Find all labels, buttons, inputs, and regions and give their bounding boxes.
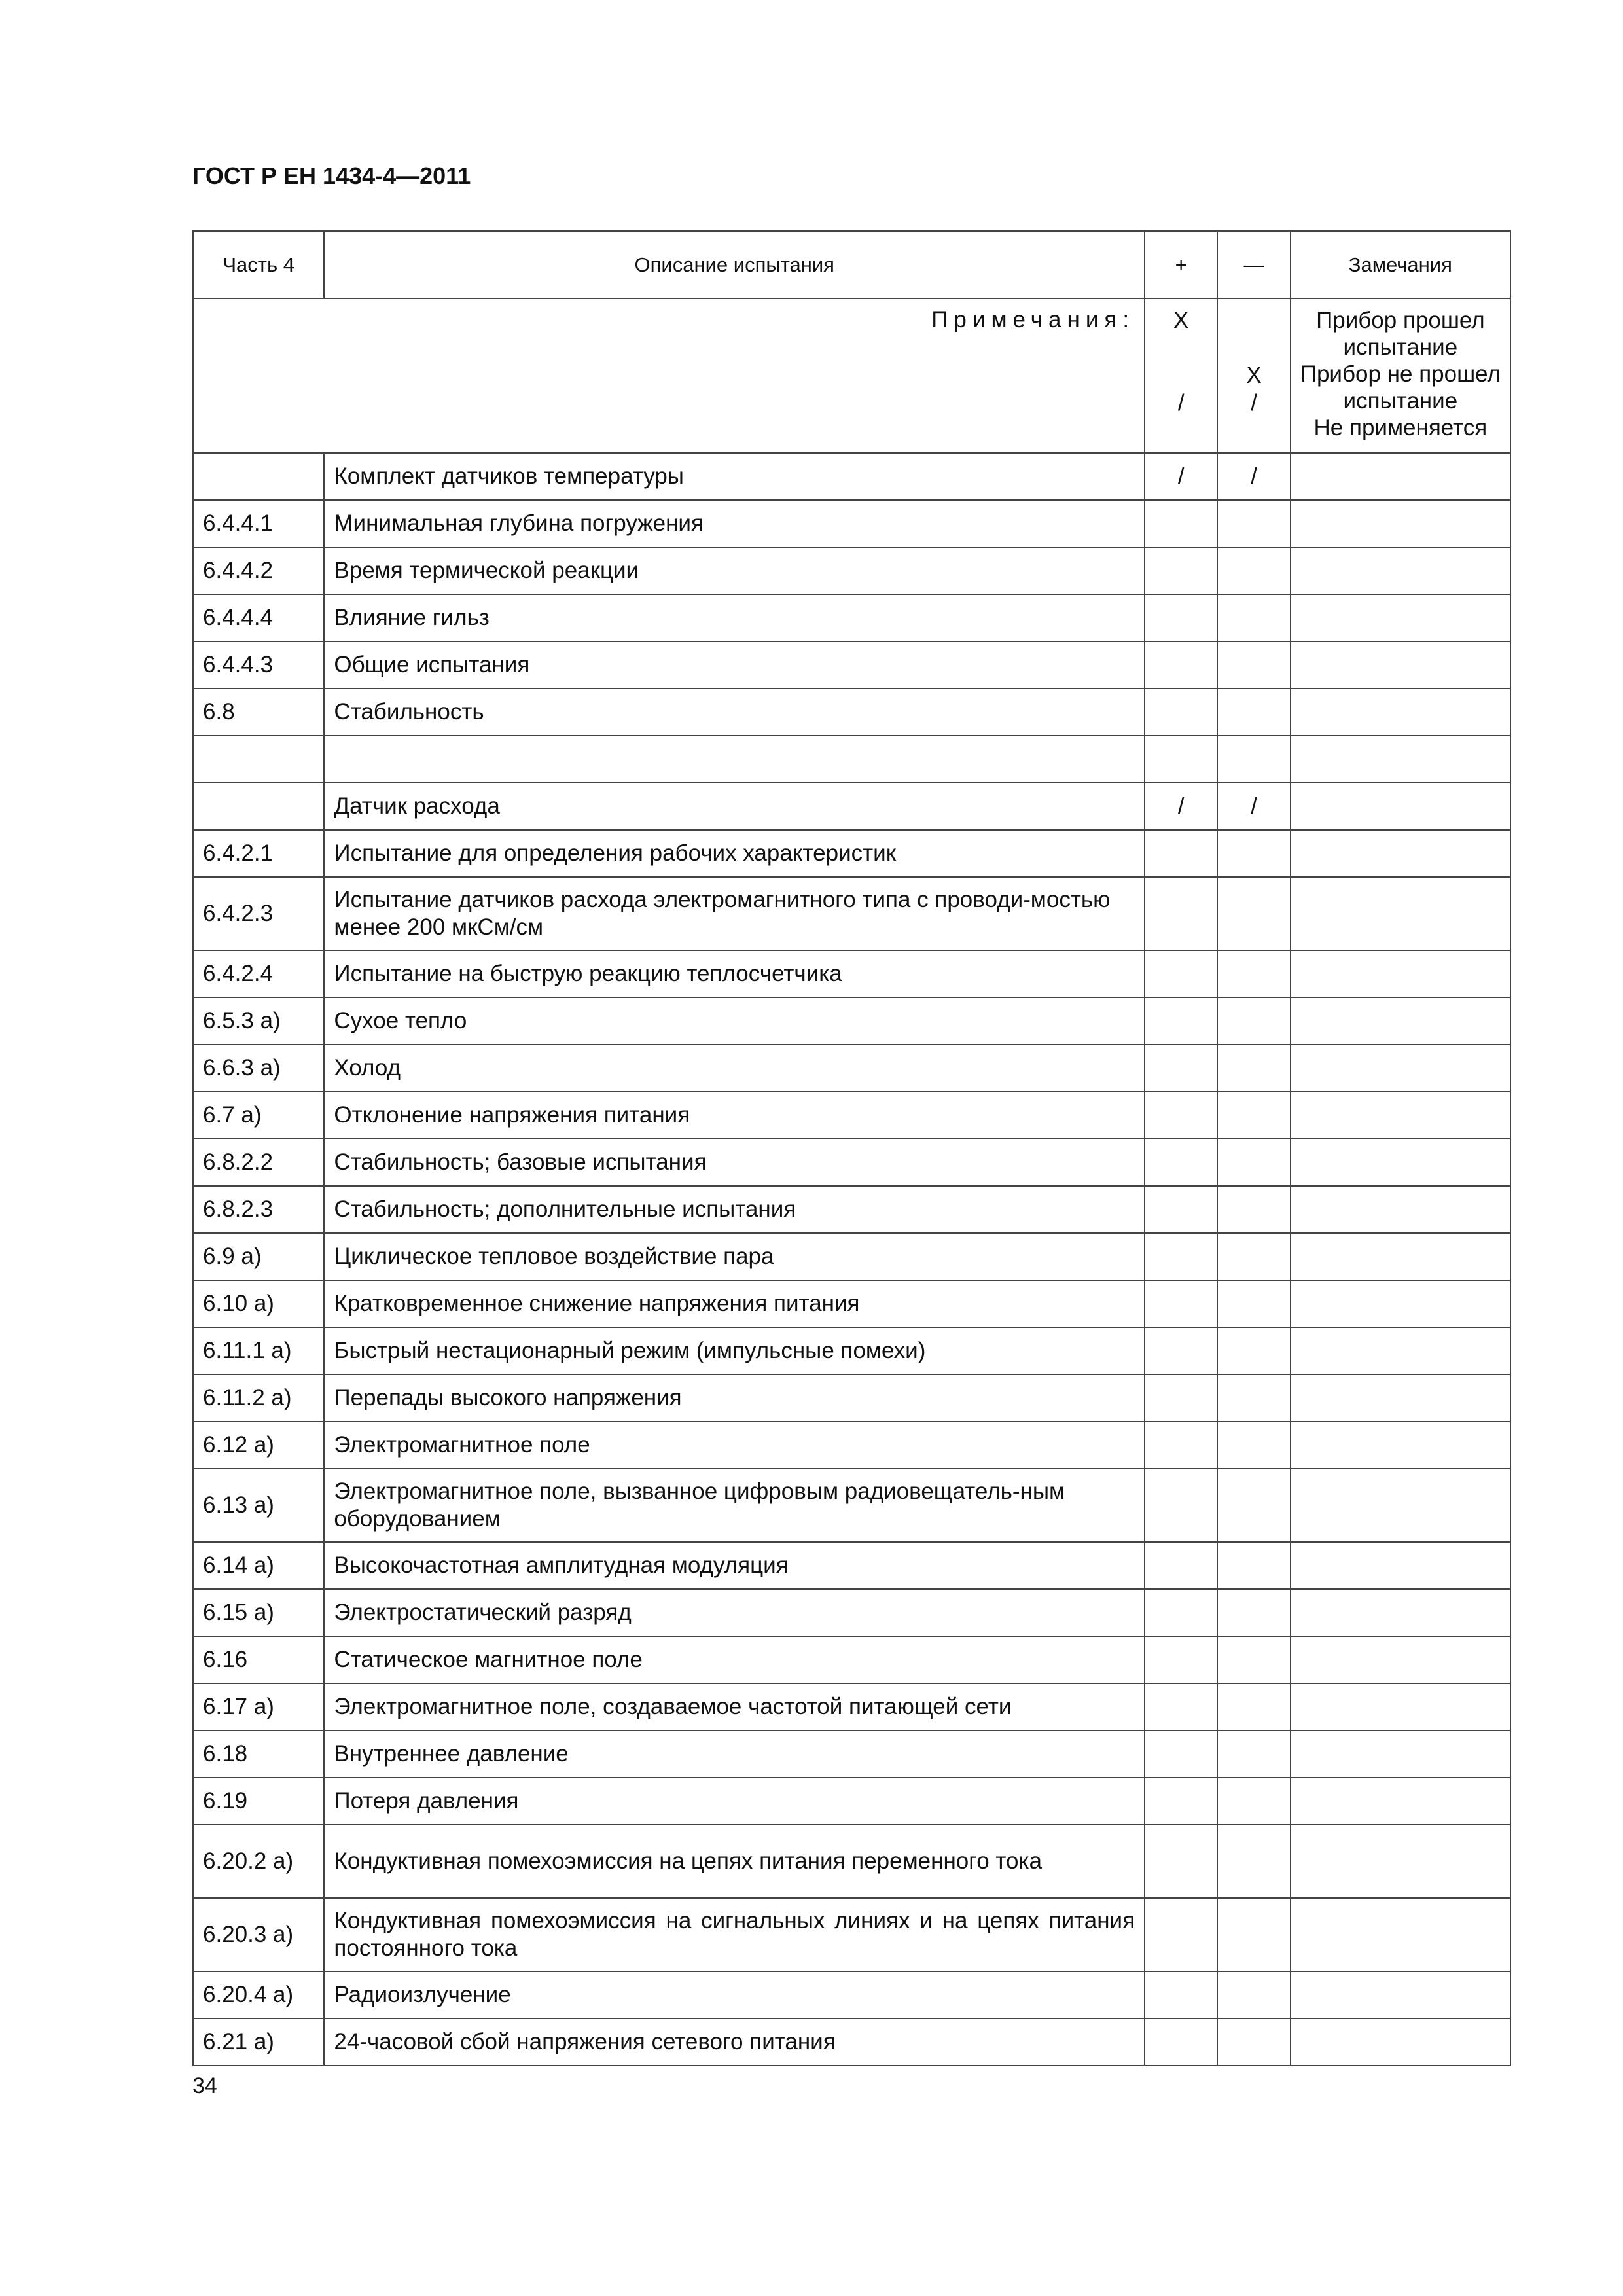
cell-minus: / — [1217, 783, 1290, 830]
column-header-minus: — — [1217, 231, 1290, 298]
cell-plus — [1145, 641, 1217, 689]
cell-minus — [1217, 1422, 1290, 1469]
table-row — [193, 2018, 1510, 2066]
legend-passed: Прибор прошел испытание — [1316, 308, 1485, 360]
cell-remarks — [1291, 453, 1510, 500]
table-row — [193, 783, 1510, 830]
cell-remarks — [1291, 1683, 1510, 1731]
cell-plus — [1145, 1683, 1217, 1731]
cell-description: Стабильность — [324, 689, 1145, 736]
cell-description: 24-часовой сбой напряжения сетевого питания — [324, 2018, 1145, 2066]
cell-part: 6.4.4.2 — [193, 547, 324, 594]
notes-plus-mark-passed: X — [1173, 308, 1189, 333]
cell-part: 6.20.4 а) — [193, 1971, 324, 2018]
cell-part: 6.4.4.4 — [193, 594, 324, 641]
notes-minus-cell — [1217, 298, 1290, 453]
cell-plus — [1145, 1636, 1217, 1683]
cell-plus — [1145, 1898, 1217, 1971]
cell-remarks — [1291, 1778, 1510, 1825]
notes-minus-mark-failed: X — [1246, 363, 1262, 388]
cell-minus — [1217, 500, 1290, 547]
cell-minus: / — [1217, 453, 1290, 500]
notes-label: Примечания: — [193, 298, 1145, 453]
cell-part: 6.8.2.2 — [193, 1139, 324, 1186]
cell-plus — [1145, 1778, 1217, 1825]
cell-description: Статическое магнитное поле — [324, 1636, 1145, 1683]
document-code-header: ГОСТ Р ЕН 1434-4—2011 — [192, 162, 471, 189]
cell-minus — [1217, 1327, 1290, 1374]
table-header-row — [193, 231, 1510, 298]
cell-minus — [1217, 1280, 1290, 1327]
cell-minus — [1217, 736, 1290, 783]
cell-minus — [1217, 1186, 1290, 1233]
cell-description: Циклическое тепловое воздействие пара — [324, 1233, 1145, 1280]
table-row — [193, 1778, 1510, 1825]
cell-plus — [1145, 1280, 1217, 1327]
table-row — [193, 1971, 1510, 2018]
cell-remarks — [1291, 830, 1510, 877]
cell-plus — [1145, 689, 1217, 736]
cell-plus — [1145, 1092, 1217, 1139]
table-row — [193, 877, 1510, 950]
cell-minus — [1217, 547, 1290, 594]
cell-plus — [1145, 547, 1217, 594]
cell-part: 6.6.3 а) — [193, 1045, 324, 1092]
cell-plus — [1145, 1825, 1217, 1898]
cell-description: Комплект датчиков температуры — [324, 453, 1145, 500]
table-row — [193, 453, 1510, 500]
cell-minus — [1217, 1139, 1290, 1186]
cell-part: 6.17 а) — [193, 1683, 324, 1731]
notes-plus-mark-na: / — [1177, 390, 1185, 416]
cell-minus — [1217, 1898, 1290, 1971]
cell-description: Потеря давления — [324, 1778, 1145, 1825]
cell-part: 6.11.1 а) — [193, 1327, 324, 1374]
cell-minus — [1217, 1683, 1290, 1731]
table-row — [193, 1589, 1510, 1636]
cell-description: Стабильность; дополнительные испытания — [324, 1186, 1145, 1233]
cell-description: Внутреннее давление — [324, 1731, 1145, 1778]
cell-part: 6.4.4.3 — [193, 641, 324, 689]
cell-plus — [1145, 1139, 1217, 1186]
cell-part: 6.4.2.1 — [193, 830, 324, 877]
cell-part: 6.20.3 а) — [193, 1898, 324, 1971]
cell-minus — [1217, 1589, 1290, 1636]
cell-part: 6.5.3 а) — [193, 997, 324, 1045]
cell-plus — [1145, 1045, 1217, 1092]
cell-remarks — [1291, 1542, 1510, 1589]
cell-remarks — [1291, 1374, 1510, 1422]
cell-minus — [1217, 1825, 1290, 1898]
legend-not-applicable: Не применяется — [1313, 415, 1488, 440]
cell-remarks — [1291, 1731, 1510, 1778]
cell-description: Электромагнитное поле — [324, 1422, 1145, 1469]
cell-plus — [1145, 997, 1217, 1045]
cell-description: Общие испытания — [324, 641, 1145, 689]
cell-part: 6.15 а) — [193, 1589, 324, 1636]
cell-remarks — [1291, 1139, 1510, 1186]
cell-part: 6.12 а) — [193, 1422, 324, 1469]
cell-description: Сухое тепло — [324, 997, 1145, 1045]
test-results-table — [192, 230, 1511, 2066]
cell-description: Электромагнитное поле, создаваемое частотой питающей сети — [324, 1683, 1145, 1731]
cell-plus — [1145, 1469, 1217, 1542]
cell-minus — [1217, 1045, 1290, 1092]
page-number: 34 — [192, 2073, 217, 2098]
cell-part: 6.7 а) — [193, 1092, 324, 1139]
cell-part: 6.13 а) — [193, 1469, 324, 1542]
table-row — [193, 1731, 1510, 1778]
cell-remarks — [1291, 641, 1510, 689]
cell-description: Влияние гильз — [324, 594, 1145, 641]
cell-plus — [1145, 1542, 1217, 1589]
cell-minus — [1217, 641, 1290, 689]
cell-remarks — [1291, 594, 1510, 641]
cell-description: Высокочастотная амплитудная модуляция — [324, 1542, 1145, 1589]
cell-plus — [1145, 1731, 1217, 1778]
table-row — [193, 594, 1510, 641]
cell-description — [324, 736, 1145, 783]
notes-legend-row — [193, 298, 1510, 453]
cell-minus — [1217, 1542, 1290, 1589]
column-header-plus: + — [1145, 231, 1217, 298]
cell-description: Быстрый нестационарный режим (импульсные помехи) — [324, 1327, 1145, 1374]
table-row — [193, 830, 1510, 877]
cell-description: Испытание для определения рабочих характеристик — [324, 830, 1145, 877]
cell-part: 6.8 — [193, 689, 324, 736]
cell-remarks — [1291, 950, 1510, 997]
cell-plus — [1145, 950, 1217, 997]
table-row — [193, 1233, 1510, 1280]
cell-description: Электростатический разряд — [324, 1589, 1145, 1636]
table-row — [193, 1636, 1510, 1683]
column-header-part: Часть 4 — [193, 231, 324, 298]
cell-minus — [1217, 950, 1290, 997]
cell-plus — [1145, 1186, 1217, 1233]
cell-part: 6.20.2 а) — [193, 1825, 324, 1898]
cell-minus — [1217, 689, 1290, 736]
cell-part: 6.10 а) — [193, 1280, 324, 1327]
cell-description: Минимальная глубина погружения — [324, 500, 1145, 547]
cell-remarks — [1291, 1186, 1510, 1233]
cell-plus — [1145, 1971, 1217, 2018]
cell-plus — [1145, 1233, 1217, 1280]
cell-description: Перепады высокого напряжения — [324, 1374, 1145, 1422]
table-row — [193, 500, 1510, 547]
table-row — [193, 1327, 1510, 1374]
cell-plus — [1145, 500, 1217, 547]
cell-remarks — [1291, 1825, 1510, 1898]
table-row — [193, 1139, 1510, 1186]
cell-part: 6.4.2.3 — [193, 877, 324, 950]
cell-part: 6.4.2.4 — [193, 950, 324, 997]
cell-description: Испытание на быструю реакцию теплосчетчика — [324, 950, 1145, 997]
cell-plus — [1145, 877, 1217, 950]
legend-failed: Прибор не прошел испытание — [1300, 361, 1501, 414]
cell-plus — [1145, 1374, 1217, 1422]
cell-description: Стабильность; базовые испытания — [324, 1139, 1145, 1186]
cell-minus — [1217, 1092, 1290, 1139]
table-row — [193, 1825, 1510, 1898]
table-row — [193, 997, 1510, 1045]
cell-part — [193, 453, 324, 500]
cell-minus — [1217, 997, 1290, 1045]
cell-description: Испытание датчиков расхода электромагнитного типа с проводи-мостью менее 200 мкСм/см — [324, 877, 1145, 950]
cell-minus — [1217, 1233, 1290, 1280]
cell-description: Радиоизлучение — [324, 1971, 1145, 2018]
cell-remarks — [1291, 783, 1510, 830]
cell-minus — [1217, 2018, 1290, 2066]
table-row — [193, 1542, 1510, 1589]
cell-part: 6.9 а) — [193, 1233, 324, 1280]
cell-remarks — [1291, 1589, 1510, 1636]
table-row — [193, 736, 1510, 783]
cell-plus: / — [1145, 783, 1217, 830]
cell-remarks — [1291, 1422, 1510, 1469]
notes-legend-cell — [1291, 298, 1510, 453]
cell-remarks — [1291, 1898, 1510, 1971]
cell-remarks — [1291, 1045, 1510, 1092]
cell-part: 6.11.2 а) — [193, 1374, 324, 1422]
cell-minus — [1217, 1374, 1290, 1422]
table-row — [193, 1469, 1510, 1542]
cell-part: 6.18 — [193, 1731, 324, 1778]
cell-remarks — [1291, 1280, 1510, 1327]
cell-part — [193, 736, 324, 783]
column-header-description: Описание испытания — [324, 231, 1145, 298]
cell-part: 6.8.2.3 — [193, 1186, 324, 1233]
table-row — [193, 1422, 1510, 1469]
notes-minus-mark-na: / — [1251, 390, 1257, 416]
table-row — [193, 1374, 1510, 1422]
table-row — [193, 1186, 1510, 1233]
table-row — [193, 641, 1510, 689]
cell-minus — [1217, 1971, 1290, 2018]
cell-plus — [1145, 1422, 1217, 1469]
cell-plus — [1145, 736, 1217, 783]
cell-minus — [1217, 1731, 1290, 1778]
cell-part — [193, 783, 324, 830]
cell-remarks — [1291, 1233, 1510, 1280]
cell-plus — [1145, 1589, 1217, 1636]
cell-remarks — [1291, 689, 1510, 736]
cell-description: Кондуктивная помехоэмиссия на цепях питания переменного тока — [324, 1825, 1145, 1898]
cell-remarks — [1291, 1636, 1510, 1683]
cell-part: 6.21 а) — [193, 2018, 324, 2066]
cell-remarks — [1291, 547, 1510, 594]
cell-remarks — [1291, 1092, 1510, 1139]
cell-description: Электромагнитное поле, вызванное цифровым радиовещатель-ным оборудованием — [324, 1469, 1145, 1542]
table-row — [193, 1683, 1510, 1731]
cell-minus — [1217, 1469, 1290, 1542]
table-row — [193, 1280, 1510, 1327]
table-row — [193, 1898, 1510, 1971]
cell-minus — [1217, 1636, 1290, 1683]
cell-description: Отклонение напряжения питания — [324, 1092, 1145, 1139]
cell-plus — [1145, 594, 1217, 641]
column-header-remarks: Замечания — [1291, 231, 1510, 298]
cell-plus — [1145, 2018, 1217, 2066]
cell-remarks — [1291, 1327, 1510, 1374]
cell-part: 6.19 — [193, 1778, 324, 1825]
notes-plus-cell — [1145, 298, 1217, 453]
cell-description: Холод — [324, 1045, 1145, 1092]
cell-description: Датчик расхода — [324, 783, 1145, 830]
table-row — [193, 689, 1510, 736]
cell-minus — [1217, 1778, 1290, 1825]
cell-remarks — [1291, 877, 1510, 950]
cell-remarks — [1291, 500, 1510, 547]
cell-part: 6.16 — [193, 1636, 324, 1683]
cell-plus: / — [1145, 453, 1217, 500]
cell-plus — [1145, 1327, 1217, 1374]
table-row — [193, 1092, 1510, 1139]
cell-remarks — [1291, 736, 1510, 783]
cell-description: Кратковременное снижение напряжения питания — [324, 1280, 1145, 1327]
cell-plus — [1145, 830, 1217, 877]
cell-part: 6.4.4.1 — [193, 500, 324, 547]
cell-description: Время термической реакции — [324, 547, 1145, 594]
cell-minus — [1217, 594, 1290, 641]
cell-minus — [1217, 877, 1290, 950]
cell-part: 6.14 а) — [193, 1542, 324, 1589]
cell-remarks — [1291, 1971, 1510, 2018]
table-row — [193, 1045, 1510, 1092]
cell-minus — [1217, 830, 1290, 877]
cell-description: Кондуктивная помехоэмиссия на сигнальных линиях и на цепях питания постоянного тока — [324, 1898, 1145, 1971]
table-row — [193, 547, 1510, 594]
cell-remarks — [1291, 1469, 1510, 1542]
cell-remarks — [1291, 2018, 1510, 2066]
table-row — [193, 950, 1510, 997]
cell-remarks — [1291, 997, 1510, 1045]
